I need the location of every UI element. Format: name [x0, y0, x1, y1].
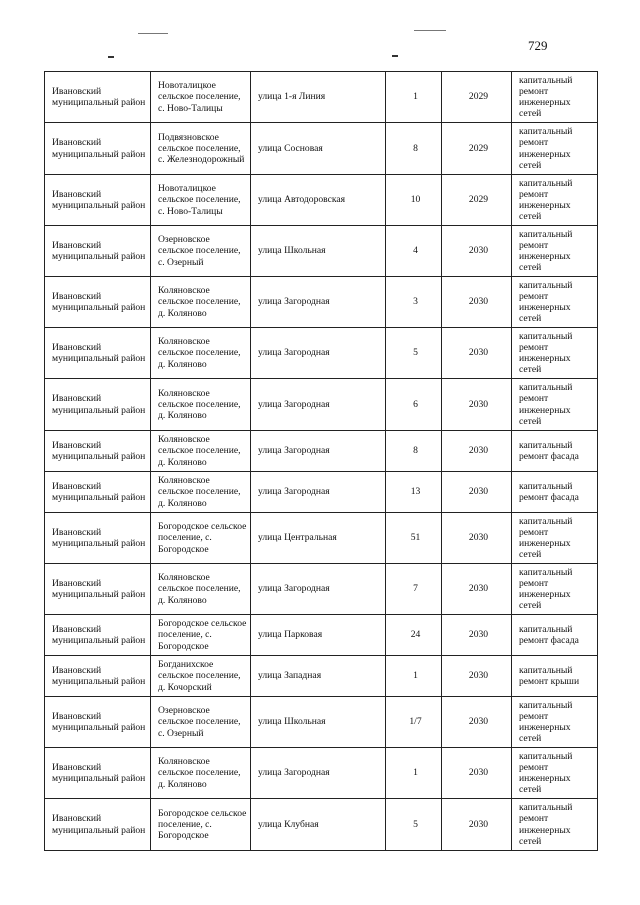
cell-house: 1: [386, 748, 442, 799]
cell-house: 5: [386, 799, 442, 851]
cell-district: Ивановский муниципальный район: [45, 513, 151, 564]
cell-work: капитальный ремонт инженерных сетей: [512, 226, 598, 277]
cell-settlement: Новоталицкое сельское поселение, с. Ново-Талицы: [151, 175, 251, 226]
table-row: [45, 748, 598, 799]
cell-district: Ивановский муниципальный район: [45, 328, 151, 379]
scan-artifact-line: [108, 56, 114, 58]
cell-work: капитальный ремонт инженерных сетей: [512, 379, 598, 431]
scan-artifact-line: [392, 55, 398, 57]
cell-settlement: Богородское сельское поселение, с. Богородское: [151, 799, 251, 851]
table-row: [45, 697, 598, 748]
cell-work: капитальный ремонт инженерных сетей: [512, 748, 598, 799]
cell-work: капитальный ремонт инженерных сетей: [512, 697, 598, 748]
cell-year: 2030: [442, 431, 512, 472]
cell-work: капитальный ремонт инженерных сетей: [512, 72, 598, 123]
cell-district: Ивановский муниципальный район: [45, 123, 151, 175]
table-row: [45, 226, 598, 277]
cell-work: капитальный ремонт фасада: [512, 472, 598, 513]
cell-house: 5: [386, 328, 442, 379]
table-row: [45, 513, 598, 564]
cell-year: 2030: [442, 656, 512, 697]
cell-work: капитальный ремонт фасада: [512, 431, 598, 472]
cell-street: улица Загородная: [251, 472, 386, 513]
cell-year: 2030: [442, 615, 512, 656]
cell-house: 1: [386, 72, 442, 123]
cell-street: улица Школьная: [251, 697, 386, 748]
cell-year: 2030: [442, 748, 512, 799]
cell-district: Ивановский муниципальный район: [45, 226, 151, 277]
cell-house: 7: [386, 564, 442, 615]
scan-artifact-line: [138, 33, 168, 34]
cell-settlement: Богданихское сельское поселение, д. Кочорский: [151, 656, 251, 697]
cell-year: 2029: [442, 175, 512, 226]
cell-year: 2030: [442, 379, 512, 431]
cell-street: улица 1-я Линия: [251, 72, 386, 123]
cell-house: 4: [386, 226, 442, 277]
cell-settlement: Коляновское сельское поселение, д. Коляново: [151, 748, 251, 799]
cell-house: 3: [386, 277, 442, 328]
table-row: [45, 277, 598, 328]
cell-house: 1: [386, 656, 442, 697]
cell-district: Ивановский муниципальный район: [45, 379, 151, 431]
cell-house: 13: [386, 472, 442, 513]
cell-settlement: Озерновское сельское поселение, с. Озерный: [151, 697, 251, 748]
table-row: [45, 564, 598, 615]
cell-street: улица Загородная: [251, 328, 386, 379]
cell-work: капитальный ремонт инженерных сетей: [512, 564, 598, 615]
cell-street: улица Школьная: [251, 226, 386, 277]
housing-repair-table: [44, 71, 598, 851]
cell-district: Ивановский муниципальный район: [45, 697, 151, 748]
table-row: [45, 431, 598, 472]
cell-district: Ивановский муниципальный район: [45, 431, 151, 472]
table-row: [45, 72, 598, 123]
cell-settlement: Коляновское сельское поселение, д. Коляново: [151, 472, 251, 513]
cell-year: 2030: [442, 513, 512, 564]
cell-house: 24: [386, 615, 442, 656]
table-row: [45, 379, 598, 431]
cell-street: улица Парковая: [251, 615, 386, 656]
cell-district: Ивановский муниципальный район: [45, 799, 151, 851]
page-number: 729: [528, 38, 548, 53]
cell-settlement: Подвязновское сельское поселение, с. Железнодорожный: [151, 123, 251, 175]
cell-house: 51: [386, 513, 442, 564]
table-row: [45, 656, 598, 697]
cell-work: капитальный ремонт инженерных сетей: [512, 328, 598, 379]
cell-settlement: Богородское сельское поселение, с. Богородское: [151, 615, 251, 656]
cell-settlement: Коляновское сельское поселение, д. Коляново: [151, 328, 251, 379]
table-row: [45, 123, 598, 175]
cell-house: 1/7: [386, 697, 442, 748]
cell-street: улица Загородная: [251, 277, 386, 328]
cell-street: улица Загородная: [251, 431, 386, 472]
cell-work: капитальный ремонт инженерных сетей: [512, 513, 598, 564]
cell-district: Ивановский муниципальный район: [45, 472, 151, 513]
cell-house: 8: [386, 123, 442, 175]
scan-artifact-line: [414, 30, 446, 31]
cell-settlement: Коляновское сельское поселение, д. Коляново: [151, 277, 251, 328]
cell-year: 2030: [442, 564, 512, 615]
cell-work: капитальный ремонт фасада: [512, 615, 598, 656]
cell-year: 2030: [442, 328, 512, 379]
cell-work: капитальный ремонт инженерных сетей: [512, 175, 598, 226]
table-row: [45, 799, 598, 851]
cell-year: 2030: [442, 277, 512, 328]
cell-work: капитальный ремонт инженерных сетей: [512, 277, 598, 328]
cell-street: улица Загородная: [251, 564, 386, 615]
cell-year: 2030: [442, 697, 512, 748]
cell-street: улица Загородная: [251, 748, 386, 799]
cell-district: Ивановский муниципальный район: [45, 72, 151, 123]
table-row: [45, 472, 598, 513]
cell-district: Ивановский муниципальный район: [45, 277, 151, 328]
cell-work: капитальный ремонт крыши: [512, 656, 598, 697]
cell-house: 8: [386, 431, 442, 472]
cell-house: 6: [386, 379, 442, 431]
cell-district: Ивановский муниципальный район: [45, 748, 151, 799]
cell-settlement: Коляновское сельское поселение, д. Коляново: [151, 379, 251, 431]
cell-year: 2030: [442, 799, 512, 851]
cell-street: улица Западная: [251, 656, 386, 697]
cell-settlement: Коляновское сельское поселение, д. Коляново: [151, 431, 251, 472]
cell-year: 2029: [442, 72, 512, 123]
cell-street: улица Автодоровская: [251, 175, 386, 226]
cell-district: Ивановский муниципальный район: [45, 564, 151, 615]
cell-district: Ивановский муниципальный район: [45, 656, 151, 697]
cell-district: Ивановский муниципальный район: [45, 175, 151, 226]
cell-year: 2029: [442, 123, 512, 175]
cell-street: улица Клубная: [251, 799, 386, 851]
table-row: [45, 175, 598, 226]
cell-year: 2030: [442, 472, 512, 513]
cell-settlement: Озерновское сельское поселение, с. Озерный: [151, 226, 251, 277]
cell-work: капитальный ремонт инженерных сетей: [512, 799, 598, 851]
cell-work: капитальный ремонт инженерных сетей: [512, 123, 598, 175]
cell-year: 2030: [442, 226, 512, 277]
table-row: [45, 615, 598, 656]
cell-settlement: Коляновское сельское поселение, д. Коляново: [151, 564, 251, 615]
cell-house: 10: [386, 175, 442, 226]
cell-district: Ивановский муниципальный район: [45, 615, 151, 656]
cell-settlement: Богородское сельское поселение, с. Богородское: [151, 513, 251, 564]
cell-street: улица Загородная: [251, 379, 386, 431]
table-row: [45, 328, 598, 379]
cell-settlement: Новоталицкое сельское поселение, с. Ново-Талицы: [151, 72, 251, 123]
cell-street: улица Центральная: [251, 513, 386, 564]
cell-street: улица Сосновая: [251, 123, 386, 175]
